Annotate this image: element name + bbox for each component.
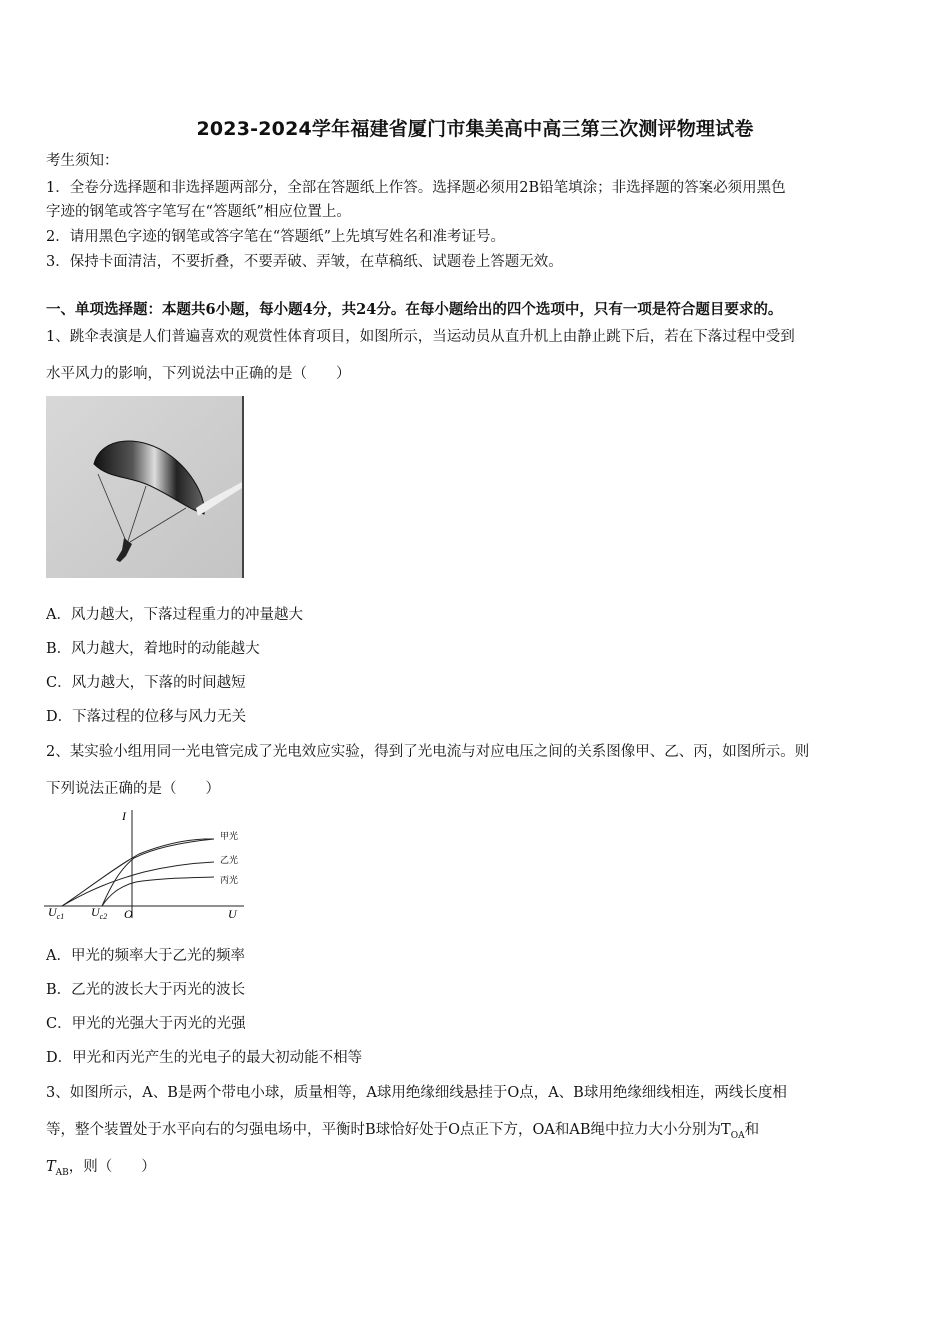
q1-option-c: C．风力越大，下落的时间越短 (46, 675, 246, 691)
x-axis-label: U (228, 907, 237, 921)
q2-option-d: D．甲光和丙光产生的光电子的最大初动能不相等 (46, 1050, 363, 1066)
page-title: 2023-2024学年福建省厦门市集美高中高三第三次测评物理试卷 (196, 118, 754, 140)
section-heading: 一、单项选择题：本题共6小题，每小题4分，共24分。在每小题给出的四个选项中，只有一项是符合题目要求的。 (46, 301, 783, 318)
q2-option-b: B．乙光的波长大于丙光的波长 (46, 982, 246, 998)
notice-heading: 考生须知： (46, 153, 119, 169)
parachute-photo (46, 396, 244, 578)
curve-label-yi: 乙光 (220, 856, 239, 866)
q3-stem-line3: $T_{AB}$，则（ ） (46, 1159, 156, 1178)
photoelectric-graph (44, 808, 249, 923)
q2-option-a: A．甲光的频率大于乙光的频率 (46, 948, 245, 964)
q3-stem-line1: 3、如图所示，A、B是两个带电小球，质量相等，A球用绝缘细线悬挂于O点，A、B球用绝缘细线相连，两线长度相 (46, 1085, 787, 1101)
q1-stem-line2: 水平风力的影响，下列说法中正确的是（ ） (46, 366, 351, 382)
curve-label-bing: 丙光 (220, 876, 239, 886)
q3-stem-line2: 等，整个装置处于水平向右的匀强电场中，平衡时B球恰好处于O点正下方，OA和AB绳中拉力大小分别为$T_{OA}$和 (46, 1122, 760, 1141)
q1-option-d: D．下落过程的位移与风力无关 (46, 709, 247, 725)
notice-item-1-cont: 字迹的钢笔或答字笔写在“答题纸”相应位置上。 (46, 204, 351, 220)
curve-label-jia: 甲光 (220, 832, 239, 842)
notice-item-1: 1．全卷分选择题和非选择题两部分，全部在答题纸上作答。选择题必须用2B铅笔填涂；非选择题的答案必须用黑色 (46, 180, 786, 196)
uc2-label: $U_{c2}$ (91, 905, 108, 921)
y-axis-label: I (122, 809, 126, 823)
notice-item-2: 2．请用黑色字迹的钢笔或答字笔在“答题纸”上先填写姓名和准考证号。 (46, 229, 506, 245)
notice-item-3: 3．保持卡面清洁，不要折叠，不要弄破、弄皱，在草稿纸、试题卷上答题无效。 (46, 254, 563, 270)
q1-option-a: A．风力越大，下落过程重力的冲量越大 (46, 607, 303, 623)
q2-stem-line2: 下列说法正确的是（ ） (46, 781, 220, 797)
q1-stem-line1: 1、跳伞表演是人们普遍喜欢的观赏性体育项目，如图所示，当运动员从直升机上由静止跳下后，若在下落过程中受到 (46, 329, 795, 345)
curve-bing (102, 877, 214, 906)
q1-option-b: B．风力越大，着地时的动能越大 (46, 641, 260, 657)
q2-stem-line1: 2、某实验小组用同一光电管完成了光电效应实验，得到了光电流与对应电压之间的关系图像甲、乙、丙，如图所示。则 (46, 744, 810, 760)
origin-label: O (124, 907, 133, 921)
uc1-label: $U_{c1}$ (48, 905, 65, 921)
curve-yi (62, 862, 214, 906)
curve-jia (102, 839, 214, 906)
q2-option-c: C．甲光的光强大于丙光的光强 (46, 1016, 246, 1032)
